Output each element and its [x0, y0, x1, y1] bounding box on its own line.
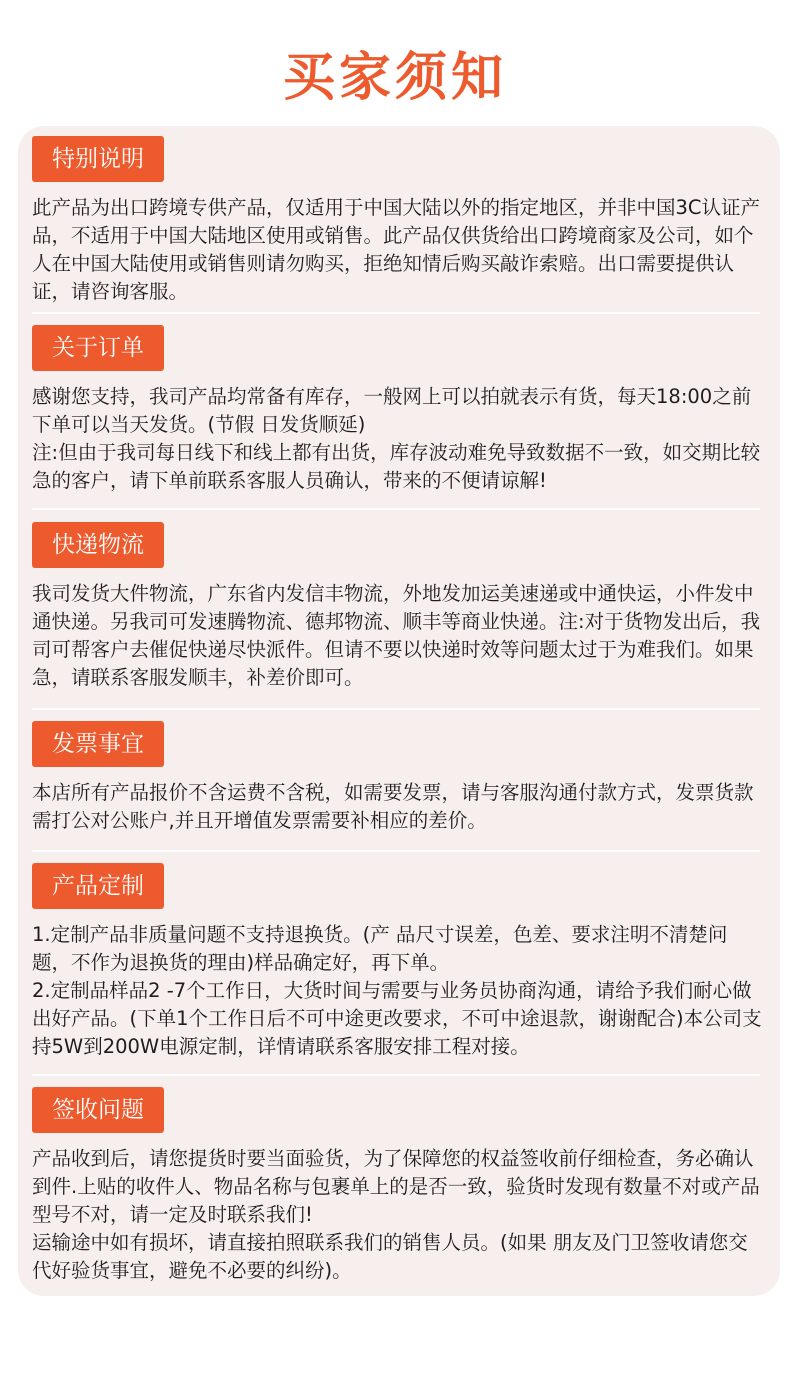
page-title: 买家须知: [282, 48, 507, 108]
paragraph: 2.定制品样品2 -7个工作日，大货时间与需要与业务员协商沟通，请给予我们耐心做出好产品。(下单1个工作日后不可中途更改要求，不可中途退款，谢谢配合)本公司支持5W到200W电源定制，详情请联系客服安排工程对接。: [32, 979, 762, 1058]
notice-panel: [18, 126, 780, 1296]
paragraph: 我司发货大件物流，广东省内发信丰物流，外地发加运美速递或中通快运，小件发中通快递。另我司可发速腾物流、德邦物流、顺丰等商业快递。注:对于货物发出后，我司可帮客户去催促快递尽快派件。但请不要以快递时效等问题太过于为难我们。如果急，请联系客服发顺丰，补差价即可。: [32, 582, 761, 689]
section-body: [32, 383, 762, 495]
section-body: [32, 1145, 762, 1285]
section-heading: 产品定制: [32, 863, 164, 909]
paragraph: 运输途中如有损坏，请直接拍照联系我们的销售人员。(如果 朋友及门卫签收请您交代好验货事宜，避免不必要的纠纷)。: [32, 1231, 748, 1282]
divider: [32, 850, 760, 852]
paragraph: 注:但由于我司每日线下和线上都有出货，库存波动难免导致数据不一致，如交期比较急的客户，请下单前联系客服人员确认，带来的不便请谅解!: [32, 441, 761, 492]
paragraph: 产品收到后，请您提货时要当面验货，为了保障您的权益签收前仔细检查，务必确认到件.上贴的收件人、物品名称与包裹单上的是否一致，验货时发现有数量不对或产品型号不对，请一定及时联系我们!: [32, 1147, 760, 1226]
section-heading: 快递物流: [32, 522, 164, 568]
divider: [32, 1074, 760, 1076]
divider: [32, 708, 760, 710]
section-heading: 关于订单: [32, 325, 164, 371]
paragraph: 本店所有产品报价不含运费不含税，如需要发票，请与客服沟通付款方式，发票货款需打公对公账户,并且开增值发票需要补相应的差价。: [32, 781, 754, 832]
section-heading: 发票事宜: [32, 721, 164, 767]
section-heading: 签收问题: [32, 1087, 164, 1133]
section-heading: 特别说明: [32, 136, 164, 182]
section-body: [32, 779, 762, 835]
section-body: [32, 580, 762, 692]
paragraph: 此产品为出口跨境专供产品，仅适用于中国大陆以外的指定地区，并非中国3C认证产品，不适用于中国大陆地区使用或销售。此产品仅供货给出口跨境商家及公司，如个人在中国大陆使用或销售则请勿购买，拒绝知情后购买敲诈索赔。出口需要提供认证，请咨询客服。: [32, 196, 761, 303]
section-body: [32, 194, 762, 306]
paragraph: 1.定制产品非质量问题不支持退换货。(产 品尺寸误差，色差、要求注明不清楚问题，不作为退换货的理由)样品确定好，再下单。: [32, 923, 728, 974]
divider: [32, 508, 760, 510]
paragraph: 感谢您支持，我司产品均常备有库存，一般网上可以拍就表示有货，每天18:00之前下单可以当天发货。(节假 日发货顺延): [32, 385, 752, 436]
divider: [32, 312, 760, 314]
section-body: [32, 921, 762, 1061]
